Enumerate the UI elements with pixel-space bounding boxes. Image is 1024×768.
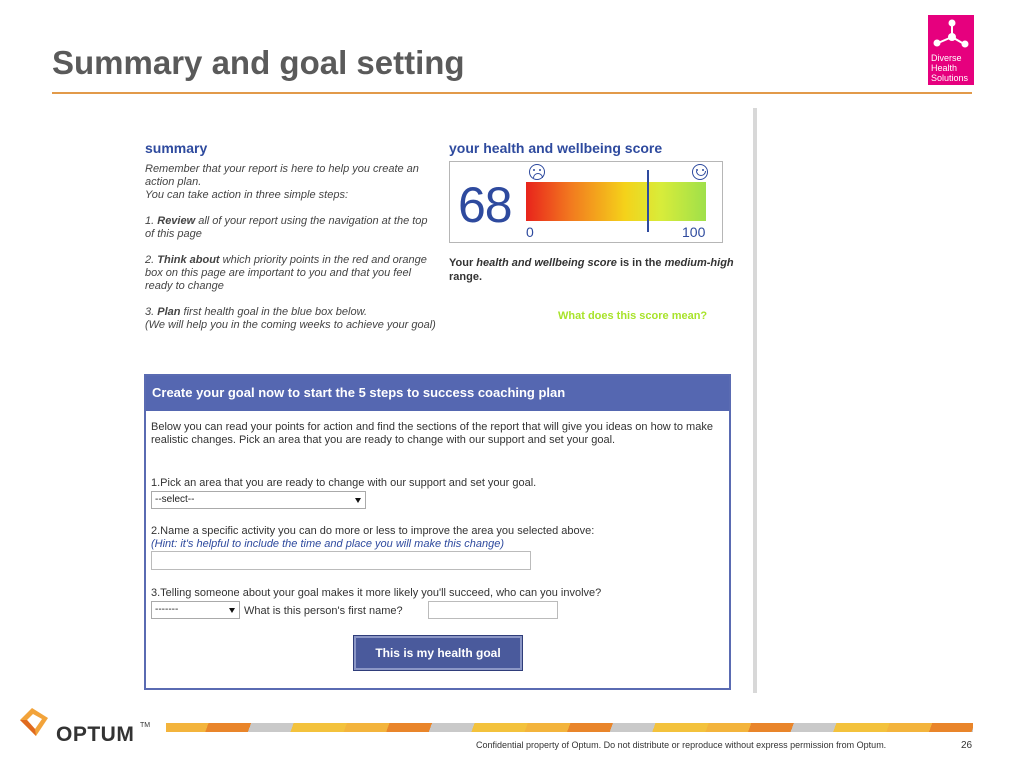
goal-panel	[144, 374, 731, 690]
summary-heading: summary	[145, 140, 208, 156]
happy-face-icon	[692, 164, 708, 180]
molecule-icon	[928, 15, 974, 55]
optum-trademark: TM	[140, 722, 151, 729]
person-select[interactable]: -------	[151, 601, 240, 619]
summary-text	[145, 163, 437, 332]
logo-line-3: Solutions	[931, 73, 969, 83]
scale-max: 100	[682, 224, 706, 240]
area-select[interactable]: --select--	[151, 491, 366, 509]
title-divider	[52, 92, 972, 94]
score-meaning-link[interactable]: What does this score mean?	[558, 310, 708, 322]
footer-decorative-band	[166, 723, 973, 732]
health-goal-button[interactable]: This is my health goal	[353, 635, 523, 671]
score-heading: your health and wellbeing score	[449, 140, 663, 156]
score-description: Your health and wellbeing score is in the medium-high range.	[449, 257, 734, 283]
goal-question-1: 1.Pick an area that you are ready to change with our support and set your goal.	[151, 477, 537, 489]
scale-min: 0	[526, 224, 534, 240]
person-name-input[interactable]	[428, 601, 558, 619]
optum-brand: OPTUM	[56, 723, 135, 746]
score-value: 68	[458, 177, 512, 233]
slide-title: Summary and goal setting	[52, 44, 465, 81]
person-name-label: What is this person's first name?	[244, 605, 403, 617]
chevron-down-icon	[229, 608, 235, 613]
goal-intro: Below you can read your points for action and find the sections of the report that will give you ideas on how to make realistic changes. Pick an area that you are ready to change with our support and set your goal.	[151, 421, 713, 446]
optum-logo-icon	[18, 706, 50, 738]
chevron-down-icon	[355, 498, 361, 503]
logo-line-2: Health	[931, 63, 958, 73]
logo-line-1: Diverse	[931, 53, 962, 63]
goal-panel-header: Create your goal now to start the 5 steps to success coaching plan	[146, 376, 729, 411]
goal-question-2-hint: (Hint: it's helpful to include the time and place you will make this change)	[151, 538, 505, 550]
score-widget	[449, 161, 723, 243]
summary-intro: Remember that your report is here to help you create an action plan.	[145, 163, 419, 188]
goal-question-2: 2.Name a specific activity you can do more or less to improve the area you selected above:	[151, 525, 595, 537]
sad-face-icon	[529, 164, 545, 180]
activity-input[interactable]	[151, 551, 531, 570]
summary-step-3-note: (We will help you in the coming weeks to achieve your goal)	[145, 319, 436, 331]
summary-step-2: 2. Think about which priority points in the red and orange box on this page are important to you and that you feel ready to change	[145, 254, 427, 292]
diverse-health-logo	[928, 15, 974, 85]
page-number: 26	[961, 740, 973, 751]
content-divider	[753, 108, 757, 693]
goal-question-3: 3.Telling someone about your goal makes it more likely you'll succeed, who can you involve?	[151, 587, 602, 599]
summary-step-1: 1. Review all of your report using the navigation at the top of this page	[145, 215, 428, 240]
confidentiality-note: Confidential property of Optum. Do not distribute or reproduce without express permission from Optum.	[476, 740, 887, 750]
summary-step-3: 3. Plan first health goal in the blue box below.	[145, 306, 367, 318]
summary-steps-intro: You can take action in three simple steps:	[145, 189, 349, 201]
score-gradient-bar	[526, 182, 706, 221]
score-marker	[647, 170, 649, 232]
